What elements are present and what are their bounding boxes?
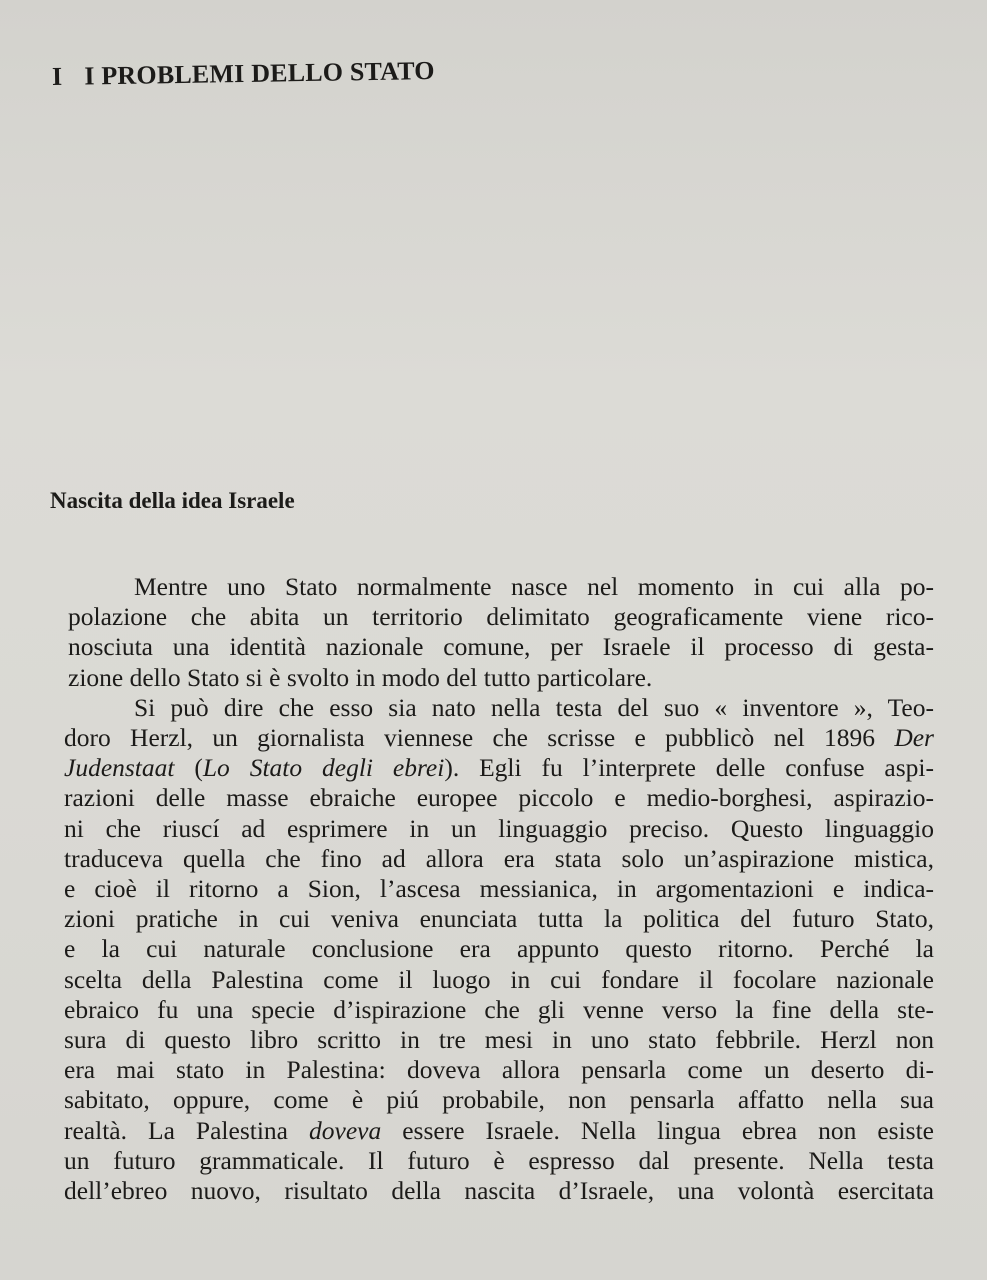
text-line: zione dello Stato si è svolto in modo del tutto particolare. <box>68 662 653 692</box>
body-text <box>64 572 934 1206</box>
italic-text: doveva <box>309 1115 382 1145</box>
text-line <box>64 1116 934 1146</box>
chapter-heading <box>52 56 435 92</box>
text-fragment: realtà. La Palestina <box>64 1115 288 1145</box>
text-line: e la cui naturale conclusione era appunto questo ritorno. Perché la <box>64 934 934 964</box>
paragraph <box>68 572 934 693</box>
italic-text: Judenstaat <box>64 753 175 783</box>
italic-text: Der <box>894 723 934 753</box>
section-heading: Nascita della idea Israele <box>50 488 295 513</box>
paragraph <box>64 692 934 1206</box>
text-line: nosciuta una identità nazionale comune, per Israele il processo di gesta- <box>68 632 934 662</box>
text-line: polazione che abita un territorio delimitato geograficamente viene rico- <box>68 602 934 632</box>
text-line: razioni delle masse ebraiche europee piccolo e medio-borghesi, aspirazio- <box>64 783 934 813</box>
text-line: Si può dire che esso sia nato nella testa del suo « inventore », Teo- <box>134 692 934 722</box>
text-line: scelta della Palestina come il luogo in cui fondare il focolare nazionale <box>64 964 934 994</box>
text-line <box>64 723 934 753</box>
text-line: ebraico fu una specie d’ispirazione che gli venne verso la fine della ste- <box>64 994 934 1024</box>
chapter-title: I PROBLEMI DELLO STATO <box>84 55 435 91</box>
text-line: un futuro grammaticale. Il futuro è espresso dal presente. Nella testa <box>64 1145 934 1175</box>
text-line: e cioè il ritorno a Sion, l’ascesa messianica, in argomentazioni e indica- <box>64 874 934 904</box>
text-line: sabitato, oppure, come è piú probabile, non pensarla affatto nella sua <box>64 1085 934 1115</box>
text-line: Judenstaat (Lo Stato degli ebrei). Egli fu l’interprete delle confuse aspi- <box>64 753 934 783</box>
text-line: era mai stato in Palestina: doveva allora pensarla come un deserto di- <box>64 1055 934 1085</box>
text-line: dell’ebreo nuovo, risultato della nascita d’Israele, una volontà esercitata <box>64 1176 934 1206</box>
text-line: Mentre uno Stato normalmente nasce nel momento in cui alla po- <box>134 572 934 601</box>
text-line: traduceva quella che fino ad allora era stata solo un’aspirazione mistica, <box>64 843 934 873</box>
italic-text: Lo Stato degli ebrei <box>202 753 445 783</box>
chapter-number: I <box>51 61 63 91</box>
text-line: ni che riuscí ad esprimere in un linguaggio preciso. Questo linguaggio <box>64 813 934 843</box>
text-fragment: doro Herzl, un giornalista viennese che scrisse e pubblicò nel 1896 <box>64 723 876 753</box>
text-line: sura di questo libro scritto in tre mesi in uno stato febbrile. Herzl non <box>64 1025 934 1055</box>
text-fragment: Egli fu l’interprete delle confuse aspi- <box>479 753 934 783</box>
text-line: zioni pratiche in cui veniva enunciata tutta la politica del futuro Stato, <box>64 904 934 934</box>
text-fragment: essere Israele. Nella lingua ebrea non esiste <box>402 1115 934 1145</box>
